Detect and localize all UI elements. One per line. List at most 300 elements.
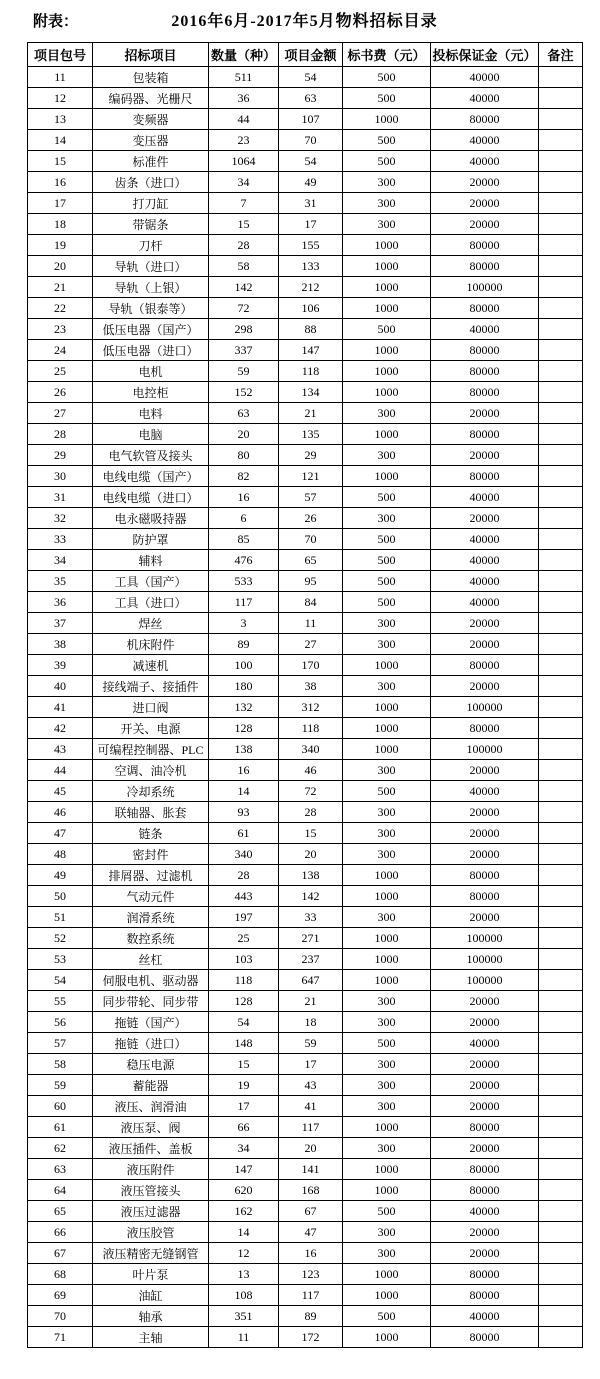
cell-remark <box>539 130 583 151</box>
table-row <box>28 970 583 991</box>
table-row <box>28 844 583 865</box>
cell-remark <box>539 739 583 760</box>
cell-project: 低压电器（国产） <box>93 319 209 340</box>
cell-remark <box>539 466 583 487</box>
table-row <box>28 1222 583 1243</box>
cell-remark <box>539 361 583 382</box>
cell-package-no: 71 <box>28 1327 93 1348</box>
cell-package-no: 56 <box>28 1012 93 1033</box>
table-row <box>28 340 583 361</box>
cell-amount: 33 <box>279 907 343 928</box>
table-row <box>28 571 583 592</box>
cell-fee: 300 <box>343 802 431 823</box>
cell-package-no: 62 <box>28 1138 93 1159</box>
cell-quantity: 443 <box>209 886 279 907</box>
cell-package-no: 11 <box>28 67 93 88</box>
cell-amount: 134 <box>279 382 343 403</box>
cell-fee: 300 <box>343 403 431 424</box>
cell-quantity: 15 <box>209 1054 279 1075</box>
table-row <box>28 592 583 613</box>
cell-remark <box>539 214 583 235</box>
cell-quantity: 7 <box>209 193 279 214</box>
cell-deposit: 40000 <box>431 550 539 571</box>
cell-amount: 118 <box>279 361 343 382</box>
cell-project: 低压电器（进口） <box>93 340 209 361</box>
cell-amount: 237 <box>279 949 343 970</box>
table-row <box>28 151 583 172</box>
cell-project: 冷却系统 <box>93 781 209 802</box>
cell-remark <box>539 235 583 256</box>
cell-package-no: 38 <box>28 634 93 655</box>
cell-fee: 1000 <box>343 466 431 487</box>
cell-amount: 20 <box>279 844 343 865</box>
cell-quantity: 34 <box>209 1138 279 1159</box>
table-row <box>28 319 583 340</box>
cell-package-no: 27 <box>28 403 93 424</box>
cell-amount: 43 <box>279 1075 343 1096</box>
cell-fee: 300 <box>343 760 431 781</box>
table-row <box>28 1096 583 1117</box>
cell-package-no: 48 <box>28 844 93 865</box>
table-row <box>28 676 583 697</box>
cell-remark <box>539 592 583 613</box>
cell-fee: 1000 <box>343 655 431 676</box>
cell-quantity: 148 <box>209 1033 279 1054</box>
cell-package-no: 26 <box>28 382 93 403</box>
cell-package-no: 30 <box>28 466 93 487</box>
cell-amount: 107 <box>279 109 343 130</box>
cell-amount: 26 <box>279 508 343 529</box>
cell-deposit: 20000 <box>431 1096 539 1117</box>
cell-package-no: 16 <box>28 172 93 193</box>
table-row <box>28 1138 583 1159</box>
cell-amount: 155 <box>279 235 343 256</box>
cell-remark <box>539 1222 583 1243</box>
cell-package-no: 60 <box>28 1096 93 1117</box>
cell-quantity: 1064 <box>209 151 279 172</box>
cell-remark <box>539 193 583 214</box>
table-row <box>28 823 583 844</box>
cell-fee: 1000 <box>343 928 431 949</box>
cell-deposit: 40000 <box>431 67 539 88</box>
page-title: 2016年6月-2017年5月物料招标目录 <box>171 13 438 30</box>
cell-remark <box>539 256 583 277</box>
cell-project: 链条 <box>93 823 209 844</box>
cell-fee: 1000 <box>343 1180 431 1201</box>
cell-quantity: 14 <box>209 781 279 802</box>
table-row <box>28 130 583 151</box>
cell-quantity: 132 <box>209 697 279 718</box>
cell-amount: 138 <box>279 865 343 886</box>
cell-remark <box>539 1327 583 1348</box>
cell-deposit: 80000 <box>431 1117 539 1138</box>
cell-remark <box>539 886 583 907</box>
cell-package-no: 46 <box>28 802 93 823</box>
cell-amount: 212 <box>279 277 343 298</box>
cell-package-no: 43 <box>28 739 93 760</box>
cell-deposit: 80000 <box>431 718 539 739</box>
cell-package-no: 32 <box>28 508 93 529</box>
cell-amount: 18 <box>279 1012 343 1033</box>
cell-deposit: 80000 <box>431 424 539 445</box>
cell-fee: 300 <box>343 823 431 844</box>
cell-fee: 500 <box>343 529 431 550</box>
cell-amount: 95 <box>279 571 343 592</box>
cell-amount: 84 <box>279 592 343 613</box>
appendix-label: 附表： <box>33 14 79 30</box>
table-row <box>28 991 583 1012</box>
cell-fee: 1000 <box>343 298 431 319</box>
cell-deposit: 80000 <box>431 1180 539 1201</box>
cell-quantity: 93 <box>209 802 279 823</box>
cell-package-no: 33 <box>28 529 93 550</box>
cell-quantity: 138 <box>209 739 279 760</box>
cell-package-no: 13 <box>28 109 93 130</box>
table-row <box>28 424 583 445</box>
cell-project: 液压胶管 <box>93 1222 209 1243</box>
cell-deposit: 80000 <box>431 865 539 886</box>
table-row <box>28 1012 583 1033</box>
table-row <box>28 1264 583 1285</box>
cell-fee: 500 <box>343 592 431 613</box>
cell-amount: 27 <box>279 634 343 655</box>
cell-remark <box>539 1033 583 1054</box>
cell-deposit: 40000 <box>431 781 539 802</box>
cell-project: 编码器、光栅尺 <box>93 88 209 109</box>
cell-amount: 135 <box>279 424 343 445</box>
table-row <box>28 949 583 970</box>
cell-amount: 41 <box>279 1096 343 1117</box>
cell-project: 接线端子、接插件 <box>93 676 209 697</box>
cell-deposit: 80000 <box>431 1285 539 1306</box>
cell-project: 液压附件 <box>93 1159 209 1180</box>
table-row <box>28 508 583 529</box>
cell-amount: 88 <box>279 319 343 340</box>
table-row <box>28 529 583 550</box>
cell-project: 拖链（国产） <box>93 1012 209 1033</box>
cell-quantity: 61 <box>209 823 279 844</box>
cell-amount: 70 <box>279 529 343 550</box>
cell-project: 数控系统 <box>93 928 209 949</box>
cell-remark <box>539 1264 583 1285</box>
cell-deposit: 80000 <box>431 1264 539 1285</box>
cell-project: 减速机 <box>93 655 209 676</box>
cell-amount: 38 <box>279 676 343 697</box>
cell-deposit: 80000 <box>431 109 539 130</box>
cell-remark <box>539 382 583 403</box>
cell-deposit: 20000 <box>431 1222 539 1243</box>
cell-package-no: 22 <box>28 298 93 319</box>
cell-quantity: 103 <box>209 949 279 970</box>
cell-quantity: 197 <box>209 907 279 928</box>
cell-deposit: 20000 <box>431 991 539 1012</box>
column-header-package-no: 项目包号 <box>28 43 93 67</box>
cell-quantity: 59 <box>209 361 279 382</box>
cell-project: 变频器 <box>93 109 209 130</box>
cell-amount: 20 <box>279 1138 343 1159</box>
cell-amount: 271 <box>279 928 343 949</box>
cell-remark <box>539 88 583 109</box>
cell-package-no: 66 <box>28 1222 93 1243</box>
cell-quantity: 34 <box>209 172 279 193</box>
cell-project: 润滑系统 <box>93 907 209 928</box>
cell-package-no: 51 <box>28 907 93 928</box>
cell-quantity: 13 <box>209 1264 279 1285</box>
cell-package-no: 39 <box>28 655 93 676</box>
table-row <box>28 1201 583 1222</box>
cell-amount: 89 <box>279 1306 343 1327</box>
cell-package-no: 63 <box>28 1159 93 1180</box>
cell-package-no: 40 <box>28 676 93 697</box>
table-header <box>28 43 583 67</box>
cell-fee: 1000 <box>343 1117 431 1138</box>
cell-package-no: 15 <box>28 151 93 172</box>
cell-project: 电线电缆（进口） <box>93 487 209 508</box>
table-row <box>28 739 583 760</box>
cell-amount: 172 <box>279 1327 343 1348</box>
cell-remark <box>539 1180 583 1201</box>
table-row <box>28 655 583 676</box>
cell-fee: 300 <box>343 1138 431 1159</box>
cell-project: 油缸 <box>93 1285 209 1306</box>
cell-quantity: 72 <box>209 298 279 319</box>
cell-fee: 1000 <box>343 1285 431 1306</box>
cell-remark <box>539 718 583 739</box>
cell-quantity: 162 <box>209 1201 279 1222</box>
cell-package-no: 70 <box>28 1306 93 1327</box>
cell-quantity: 28 <box>209 235 279 256</box>
cell-amount: 31 <box>279 193 343 214</box>
table-row <box>28 907 583 928</box>
cell-project: 蓄能器 <box>93 1075 209 1096</box>
cell-fee: 300 <box>343 193 431 214</box>
cell-amount: 67 <box>279 1201 343 1222</box>
bidding-catalog-table <box>27 42 583 1348</box>
cell-amount: 121 <box>279 466 343 487</box>
cell-deposit: 80000 <box>431 361 539 382</box>
cell-deposit: 20000 <box>431 508 539 529</box>
cell-fee: 1000 <box>343 886 431 907</box>
cell-remark <box>539 571 583 592</box>
cell-quantity: 118 <box>209 970 279 991</box>
cell-amount: 141 <box>279 1159 343 1180</box>
cell-deposit: 40000 <box>431 1033 539 1054</box>
cell-project: 打刀缸 <box>93 193 209 214</box>
cell-amount: 49 <box>279 172 343 193</box>
cell-quantity: 63 <box>209 403 279 424</box>
table-row <box>28 235 583 256</box>
cell-deposit: 80000 <box>431 466 539 487</box>
cell-quantity: 28 <box>209 865 279 886</box>
cell-package-no: 47 <box>28 823 93 844</box>
cell-fee: 1000 <box>343 1327 431 1348</box>
column-header-quantity: 数量（种） <box>209 43 279 67</box>
cell-remark <box>539 1285 583 1306</box>
cell-quantity: 58 <box>209 256 279 277</box>
table-row <box>28 277 583 298</box>
cell-package-no: 25 <box>28 361 93 382</box>
cell-deposit: 20000 <box>431 634 539 655</box>
cell-remark <box>539 970 583 991</box>
cell-quantity: 17 <box>209 1096 279 1117</box>
cell-amount: 340 <box>279 739 343 760</box>
cell-amount: 647 <box>279 970 343 991</box>
cell-package-no: 69 <box>28 1285 93 1306</box>
cell-project: 可编程控制器、PLC <box>93 739 209 760</box>
cell-deposit: 80000 <box>431 298 539 319</box>
cell-package-no: 54 <box>28 970 93 991</box>
cell-quantity: 108 <box>209 1285 279 1306</box>
cell-project: 伺服电机、驱动器 <box>93 970 209 991</box>
table-row <box>28 1117 583 1138</box>
cell-fee: 500 <box>343 151 431 172</box>
cell-deposit: 40000 <box>431 319 539 340</box>
cell-fee: 500 <box>343 130 431 151</box>
cell-amount: 57 <box>279 487 343 508</box>
table-row <box>28 403 583 424</box>
table-row <box>28 697 583 718</box>
cell-fee: 300 <box>343 634 431 655</box>
cell-remark <box>539 697 583 718</box>
table-row <box>28 886 583 907</box>
table-body <box>28 67 583 1348</box>
table-row <box>28 613 583 634</box>
cell-fee: 1000 <box>343 340 431 361</box>
cell-deposit: 80000 <box>431 886 539 907</box>
cell-deposit: 100000 <box>431 928 539 949</box>
table-row <box>28 865 583 886</box>
cell-remark <box>539 340 583 361</box>
cell-project: 空调、油冷机 <box>93 760 209 781</box>
table-row <box>28 67 583 88</box>
cell-package-no: 17 <box>28 193 93 214</box>
cell-package-no: 14 <box>28 130 93 151</box>
cell-quantity: 351 <box>209 1306 279 1327</box>
cell-fee: 500 <box>343 1033 431 1054</box>
cell-fee: 1000 <box>343 361 431 382</box>
cell-remark <box>539 928 583 949</box>
cell-package-no: 44 <box>28 760 93 781</box>
cell-project: 电气软管及接头 <box>93 445 209 466</box>
table-row <box>28 382 583 403</box>
cell-amount: 72 <box>279 781 343 802</box>
cell-fee: 300 <box>343 214 431 235</box>
cell-fee: 300 <box>343 508 431 529</box>
cell-package-no: 53 <box>28 949 93 970</box>
cell-quantity: 12 <box>209 1243 279 1264</box>
table-row <box>28 466 583 487</box>
cell-quantity: 82 <box>209 466 279 487</box>
table-row <box>28 928 583 949</box>
cell-fee: 300 <box>343 1243 431 1264</box>
cell-quantity: 117 <box>209 592 279 613</box>
cell-project: 稳压电源 <box>93 1054 209 1075</box>
cell-deposit: 40000 <box>431 487 539 508</box>
cell-fee: 300 <box>343 676 431 697</box>
cell-fee: 500 <box>343 88 431 109</box>
cell-amount: 63 <box>279 88 343 109</box>
cell-fee: 1000 <box>343 970 431 991</box>
cell-quantity: 128 <box>209 991 279 1012</box>
cell-quantity: 147 <box>209 1159 279 1180</box>
cell-quantity: 337 <box>209 340 279 361</box>
cell-amount: 11 <box>279 613 343 634</box>
cell-remark <box>539 487 583 508</box>
cell-remark <box>539 424 583 445</box>
cell-remark <box>539 655 583 676</box>
cell-remark <box>539 151 583 172</box>
cell-remark <box>539 844 583 865</box>
cell-remark <box>539 676 583 697</box>
cell-deposit: 40000 <box>431 529 539 550</box>
cell-fee: 500 <box>343 67 431 88</box>
cell-fee: 300 <box>343 1012 431 1033</box>
cell-fee: 1000 <box>343 256 431 277</box>
cell-project: 叶片泵 <box>93 1264 209 1285</box>
cell-quantity: 620 <box>209 1180 279 1201</box>
table-row <box>28 550 583 571</box>
cell-amount: 59 <box>279 1033 343 1054</box>
table-row <box>28 172 583 193</box>
cell-amount: 117 <box>279 1285 343 1306</box>
cell-project: 工具（国产） <box>93 571 209 592</box>
cell-fee: 1000 <box>343 718 431 739</box>
cell-remark <box>539 172 583 193</box>
cell-amount: 312 <box>279 697 343 718</box>
cell-project: 焊丝 <box>93 613 209 634</box>
column-header-project: 招标项目 <box>93 43 209 67</box>
cell-project: 联轴器、胀套 <box>93 802 209 823</box>
cell-deposit: 20000 <box>431 802 539 823</box>
cell-package-no: 67 <box>28 1243 93 1264</box>
cell-amount: 29 <box>279 445 343 466</box>
cell-project: 电脑 <box>93 424 209 445</box>
cell-quantity: 16 <box>209 760 279 781</box>
cell-project: 液压泵、阀 <box>93 1117 209 1138</box>
cell-project: 导轨（进口） <box>93 256 209 277</box>
cell-deposit: 100000 <box>431 739 539 760</box>
cell-deposit: 40000 <box>431 592 539 613</box>
cell-fee: 1000 <box>343 382 431 403</box>
cell-remark <box>539 67 583 88</box>
cell-project: 电料 <box>93 403 209 424</box>
table-row <box>28 781 583 802</box>
cell-amount: 16 <box>279 1243 343 1264</box>
cell-amount: 54 <box>279 151 343 172</box>
cell-remark <box>539 1138 583 1159</box>
cell-remark <box>539 613 583 634</box>
cell-fee: 300 <box>343 613 431 634</box>
table-row <box>28 1159 583 1180</box>
cell-project: 排屑器、过滤机 <box>93 865 209 886</box>
cell-quantity: 19 <box>209 1075 279 1096</box>
cell-amount: 46 <box>279 760 343 781</box>
cell-amount: 54 <box>279 67 343 88</box>
cell-remark <box>539 109 583 130</box>
cell-quantity: 6 <box>209 508 279 529</box>
column-header-fee: 标书费（元） <box>343 43 431 67</box>
cell-fee: 500 <box>343 550 431 571</box>
cell-quantity: 16 <box>209 487 279 508</box>
cell-remark <box>539 1201 583 1222</box>
cell-amount: 118 <box>279 718 343 739</box>
column-header-deposit: 投标保证金（元） <box>431 43 539 67</box>
cell-remark <box>539 1075 583 1096</box>
cell-project: 液压、润滑油 <box>93 1096 209 1117</box>
cell-remark <box>539 445 583 466</box>
cell-remark <box>539 529 583 550</box>
cell-remark <box>539 949 583 970</box>
